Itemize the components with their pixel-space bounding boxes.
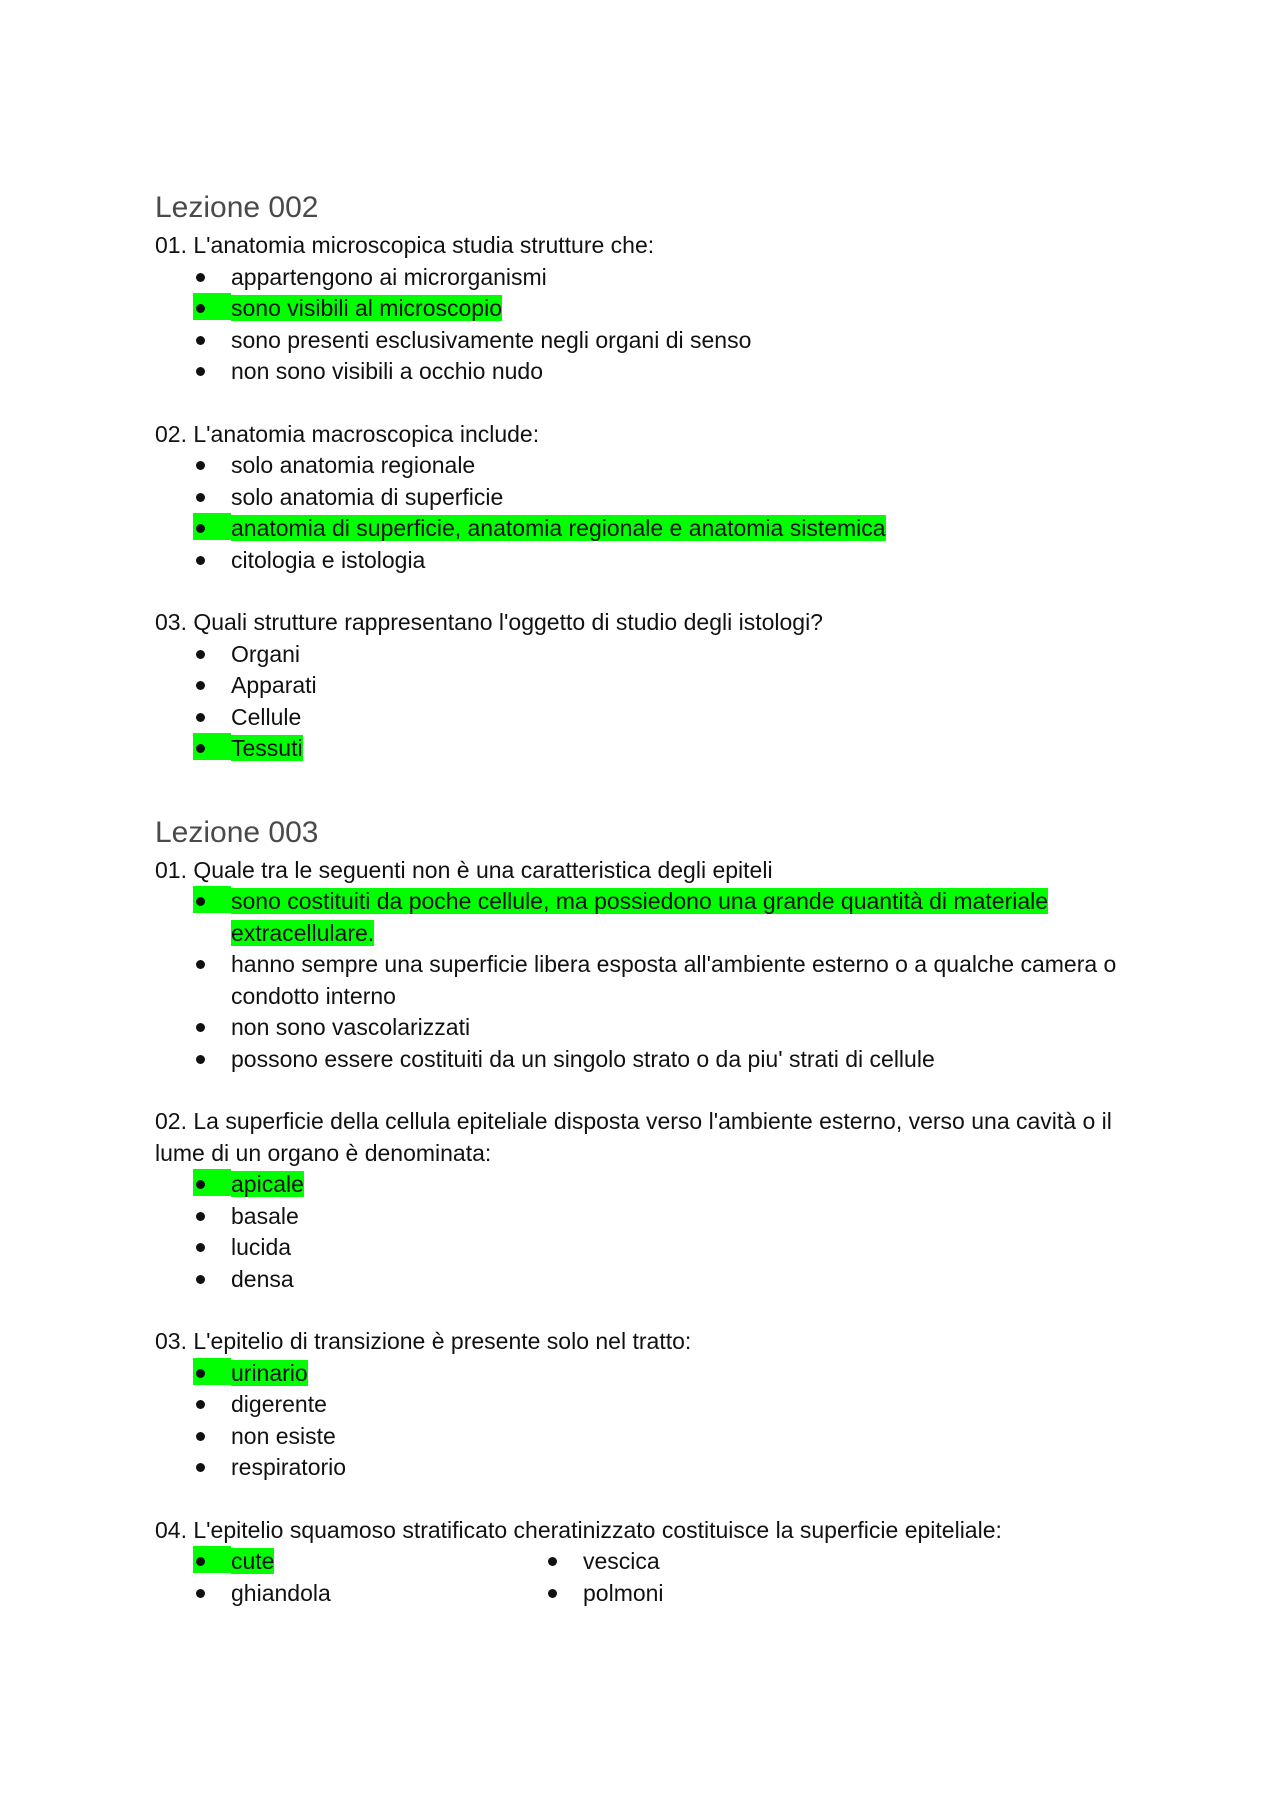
- answer-option: possono essere costituiti da un singolo strato o da piu' strati di cellule: [193, 1044, 1145, 1076]
- lesson-title: Lezione 002: [155, 191, 319, 224]
- lesson-title: Lezione 003: [155, 815, 319, 849]
- bullet-icon: [193, 1044, 231, 1071]
- question-text: 01. L'anatomia microscopica studia strutture che:: [155, 232, 655, 258]
- answer-option-correct: sono costituiti da poche cellule, ma possiedono una grande quantità di materiale extracellulare.: [193, 886, 1145, 949]
- question-003-03: [155, 1326, 1145, 1484]
- answer-option: basale: [193, 1201, 1145, 1233]
- answer-option-correct: sono visibili al microscopio: [193, 293, 1145, 325]
- answer-option: citologia e istologia: [193, 545, 1145, 577]
- bullet-icon: [193, 262, 231, 289]
- question-text: 02. L'anatomia macroscopica include:: [155, 420, 540, 447]
- answer-option: digerente: [193, 1389, 1145, 1421]
- bullet-icon: [193, 482, 231, 509]
- bullet-icon: [193, 1421, 231, 1448]
- answer-list: [155, 262, 1145, 388]
- answer-option: Organi: [193, 639, 1145, 671]
- question-text: 03. L'epitelio di transizione è presente solo nel tratto:: [155, 1328, 692, 1354]
- answer-option: polmoni: [545, 1578, 897, 1610]
- bullet-icon: [193, 702, 231, 729]
- question-002-03: [155, 607, 1145, 765]
- answer-option-correct: cute: [193, 1546, 545, 1578]
- question-002-01: [155, 230, 1145, 388]
- answer-option: lucida: [193, 1232, 1145, 1264]
- answer-option-correct: anatomia di superficie, anatomia regionale e anatomia sistemica: [193, 513, 1145, 545]
- bullet-icon: [193, 733, 231, 760]
- bullet-icon: [193, 1452, 231, 1479]
- question-text: 04. L'epitelio squamoso stratificato cheratinizzato costituisce la superficie epiteliale:: [155, 1516, 1002, 1543]
- bullet-icon: [193, 545, 231, 572]
- bullet-icon: [193, 450, 231, 477]
- answer-option: ghiandola: [193, 1578, 545, 1610]
- bullet-icon: [193, 886, 231, 913]
- answer-option: sono presenti esclusivamente negli organi di senso: [193, 325, 1145, 357]
- lesson-002: [155, 190, 1145, 765]
- answer-option-correct: Tessuti: [193, 733, 1145, 765]
- question-text: 03. Quali strutture rappresentano l'oggetto di studio degli istologi?: [155, 609, 823, 635]
- bullet-icon: [193, 1012, 231, 1039]
- answer-list: [155, 886, 1145, 1075]
- question-002-02: [155, 419, 1145, 577]
- answer-list: [155, 1358, 1145, 1484]
- answer-list: [155, 639, 1145, 765]
- bullet-icon: [193, 1546, 231, 1573]
- bullet-icon: [193, 356, 231, 383]
- bullet-icon: [545, 1546, 583, 1573]
- question-003-01: [155, 855, 1145, 1076]
- answer-option: densa: [193, 1264, 1145, 1296]
- question-text: 02. La superficie della cellula epiteliale disposta verso l'ambiente esterno, verso una cavità o il lume di un organo è denominata:: [155, 1108, 1112, 1166]
- answer-option: hanno sempre una superficie libera esposta all'ambiente esterno o a qualche camera o condotto interno: [193, 949, 1145, 1012]
- bullet-icon: [193, 513, 231, 540]
- answer-option: vescica: [545, 1546, 897, 1578]
- document-page: [155, 190, 1145, 1640]
- answer-option: non sono vascolarizzati: [193, 1012, 1145, 1044]
- answer-option: solo anatomia di superficie: [193, 482, 1145, 514]
- answer-option-correct: apicale: [193, 1169, 1145, 1201]
- bullet-icon: [193, 1578, 231, 1605]
- bullet-icon: [193, 639, 231, 666]
- bullet-icon: [193, 293, 231, 320]
- answer-option: solo anatomia regionale: [193, 450, 1145, 482]
- bullet-icon: [193, 1169, 231, 1196]
- bullet-icon: [545, 1578, 583, 1605]
- lesson-003: [155, 815, 1145, 1610]
- bullet-icon: [193, 325, 231, 352]
- answer-list: [155, 450, 1145, 576]
- bullet-icon: [193, 1358, 231, 1385]
- bullet-icon: [193, 1264, 231, 1291]
- answer-list: [155, 1546, 1145, 1609]
- answer-list: [155, 1169, 1145, 1295]
- answer-option: non esiste: [193, 1421, 1145, 1453]
- answer-option: non sono visibili a occhio nudo: [193, 356, 1145, 388]
- bullet-icon: [193, 1389, 231, 1416]
- answer-option: respiratorio: [193, 1452, 1145, 1484]
- bullet-icon: [193, 949, 231, 976]
- answer-option: Apparati: [193, 670, 1145, 702]
- bullet-icon: [193, 1232, 231, 1259]
- question-003-04: [155, 1515, 1145, 1610]
- bullet-icon: [193, 1201, 231, 1228]
- answer-option: appartengono ai microrganismi: [193, 262, 1145, 294]
- question-text: 01. Quale tra le seguenti non è una caratteristica degli epiteli: [155, 856, 773, 883]
- question-003-02: [155, 1106, 1145, 1295]
- bullet-icon: [193, 670, 231, 697]
- answer-option-correct: urinario: [193, 1358, 1145, 1390]
- answer-option: Cellule: [193, 702, 1145, 734]
